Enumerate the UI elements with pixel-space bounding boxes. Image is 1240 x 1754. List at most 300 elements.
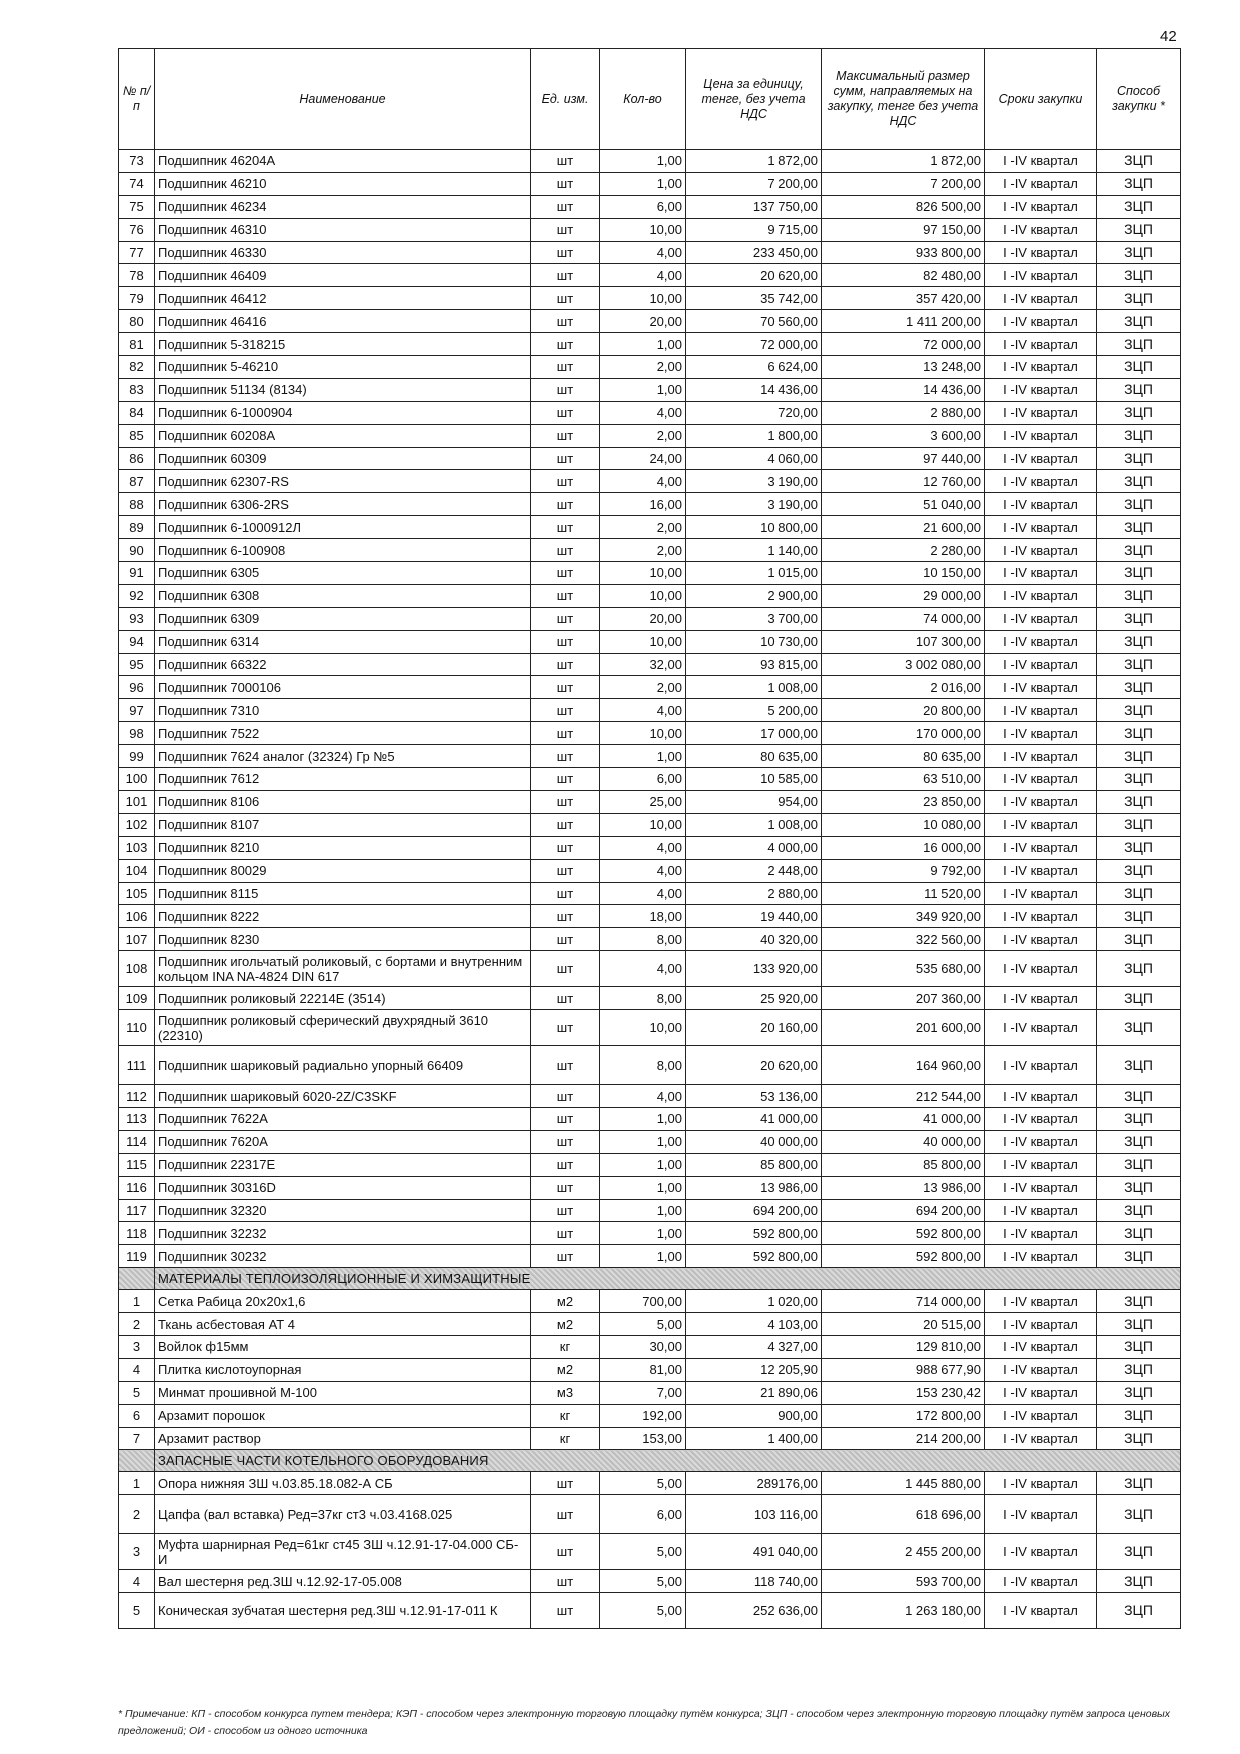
cell-name: Подшипник 6309 [155,607,531,630]
cell-method: ЗЦП [1097,470,1181,493]
cell-price: 592 800,00 [686,1245,822,1268]
cell-unit: шт [531,264,600,287]
cell-qty: 4,00 [600,859,686,882]
table-row [119,1010,1181,1046]
cell-qty: 10,00 [600,584,686,607]
table-row [119,1495,1181,1534]
cell-unit: шт [531,401,600,424]
cell-total: 97 440,00 [822,447,985,470]
cell-method: ЗЦП [1097,768,1181,791]
cell-term: I -IV квартал [985,951,1097,987]
cell-name: Подшипник игольчатый роликовый, с бортами и внутренним кольцом INA NA-4824 DIN 617 [155,951,531,987]
cell-num: 100 [119,768,155,791]
cell-total: 9 792,00 [822,859,985,882]
table-row [119,264,1181,287]
cell-total: 2 455 200,00 [822,1534,985,1570]
table-row [119,1570,1181,1593]
cell-method: ЗЦП [1097,1358,1181,1381]
cell-term: I -IV квартал [985,1570,1097,1593]
cell-unit: шт [531,447,600,470]
cell-term: I -IV квартал [985,401,1097,424]
cell-price: 2 880,00 [686,882,822,905]
cell-total: 74 000,00 [822,607,985,630]
cell-qty: 30,00 [600,1335,686,1358]
cell-unit: шт [531,951,600,987]
cell-unit: шт [531,539,600,562]
cell-total: 535 680,00 [822,951,985,987]
cell-price: 93 815,00 [686,653,822,676]
cell-unit: шт [531,1245,600,1268]
cell-term: I -IV квартал [985,172,1097,195]
table-row [119,813,1181,836]
cell-qty: 1,00 [600,1130,686,1153]
cell-name: Подшипник 7624 аналог (32324) Гр №5 [155,745,531,768]
cell-qty: 2,00 [600,516,686,539]
cell-num: 115 [119,1153,155,1176]
table-row [119,987,1181,1010]
cell-total: 2 880,00 [822,401,985,424]
cell-qty: 10,00 [600,630,686,653]
cell-term: I -IV квартал [985,1245,1097,1268]
cell-unit: шт [531,1534,600,1570]
cell-method: ЗЦП [1097,1222,1181,1245]
cell-price: 10 730,00 [686,630,822,653]
cell-method: ЗЦП [1097,1046,1181,1085]
cell-total: 164 960,00 [822,1046,985,1085]
cell-num: 7 [119,1427,155,1450]
table-row [119,882,1181,905]
cell-term: I -IV квартал [985,836,1097,859]
cell-method: ЗЦП [1097,813,1181,836]
cell-price: 1 020,00 [686,1290,822,1313]
cell-total: 7 200,00 [822,172,985,195]
table-row [119,584,1181,607]
table-row [119,493,1181,516]
cell-qty: 2,00 [600,424,686,447]
cell-name: Подшипник 7000106 [155,676,531,699]
cell-name: Подшипник 8222 [155,905,531,928]
cell-qty: 10,00 [600,722,686,745]
cell-name: Подшипник 6-100908 [155,539,531,562]
cell-name: Подшипник 7620А [155,1130,531,1153]
cell-qty: 2,00 [600,356,686,379]
cell-price: 1 008,00 [686,676,822,699]
table-row [119,378,1181,401]
table-row [119,1381,1181,1404]
cell-num: 76 [119,218,155,241]
cell-term: I -IV квартал [985,1335,1097,1358]
cell-term: I -IV квартал [985,218,1097,241]
cell-num: 88 [119,493,155,516]
table-row [119,1335,1181,1358]
cell-total: 97 150,00 [822,218,985,241]
cell-price: 40 320,00 [686,928,822,951]
cell-unit: шт [531,905,600,928]
cell-total: 29 000,00 [822,584,985,607]
cell-total: 170 000,00 [822,722,985,745]
cell-total: 826 500,00 [822,195,985,218]
cell-unit: шт [531,987,600,1010]
cell-name: Сетка Рабица 20х20х1,6 [155,1290,531,1313]
cell-term: I -IV квартал [985,539,1097,562]
cell-num: 5 [119,1593,155,1629]
cell-qty: 81,00 [600,1358,686,1381]
cell-qty: 4,00 [600,401,686,424]
cell-price: 1 400,00 [686,1427,822,1450]
cell-term: I -IV квартал [985,607,1097,630]
cell-total: 2 280,00 [822,539,985,562]
cell-unit: шт [531,1570,600,1593]
cell-unit: шт [531,150,600,173]
cell-unit: шт [531,699,600,722]
cell-qty: 5,00 [600,1313,686,1336]
cell-num: 74 [119,172,155,195]
cell-term: I -IV квартал [985,630,1097,653]
cell-method: ЗЦП [1097,287,1181,310]
section-spacer [119,1450,155,1472]
cell-qty: 25,00 [600,790,686,813]
cell-unit: м3 [531,1381,600,1404]
table-row [119,1085,1181,1108]
cell-name: Подшипник 7310 [155,699,531,722]
cell-term: I -IV квартал [985,424,1097,447]
cell-unit: шт [531,241,600,264]
cell-total: 172 800,00 [822,1404,985,1427]
cell-num: 4 [119,1570,155,1593]
table-row [119,401,1181,424]
cell-term: I -IV квартал [985,768,1097,791]
cell-method: ЗЦП [1097,699,1181,722]
cell-num: 2 [119,1313,155,1336]
cell-price: 954,00 [686,790,822,813]
cell-unit: м2 [531,1358,600,1381]
footnote: * Примечание: КП - способом конкурса путем тендера; КЭП - способом через электронную торговую площадку путём конкурса; ЗЦП - способом через электронную торговую площадку путём запроса ценовых предложений; ОИ - способом из одного источника [118,1708,1171,1737]
table-row [119,607,1181,630]
cell-qty: 4,00 [600,836,686,859]
cell-num: 85 [119,424,155,447]
cell-term: I -IV квартал [985,1107,1097,1130]
cell-qty: 4,00 [600,264,686,287]
table-row [119,1290,1181,1313]
cell-term: I -IV квартал [985,790,1097,813]
cell-total: 694 200,00 [822,1199,985,1222]
cell-unit: кг [531,1335,600,1358]
cell-qty: 4,00 [600,882,686,905]
cell-method: ЗЦП [1097,401,1181,424]
cell-qty: 192,00 [600,1404,686,1427]
cell-qty: 18,00 [600,905,686,928]
cell-unit: шт [531,1085,600,1108]
table-row [119,310,1181,333]
cell-total: 11 520,00 [822,882,985,905]
cell-unit: шт [531,470,600,493]
cell-term: I -IV квартал [985,447,1097,470]
cell-price: 592 800,00 [686,1222,822,1245]
cell-qty: 10,00 [600,218,686,241]
cell-num: 89 [119,516,155,539]
section-title: МАТЕРИАЛЫ ТЕПЛОИЗОЛЯЦИОННЫЕ И ХИМЗАЩИТНЫЕ [155,1268,1181,1290]
cell-term: I -IV квартал [985,470,1097,493]
table-row [119,928,1181,951]
cell-qty: 2,00 [600,539,686,562]
table-row [119,195,1181,218]
cell-unit: шт [531,836,600,859]
cell-num: 101 [119,790,155,813]
cell-unit: шт [531,1199,600,1222]
table-row [119,1199,1181,1222]
cell-unit: шт [531,1495,600,1534]
cell-total: 714 000,00 [822,1290,985,1313]
cell-method: ЗЦП [1097,1245,1181,1268]
table-row [119,1313,1181,1336]
table-row [119,539,1181,562]
cell-term: I -IV квартал [985,1495,1097,1534]
table-row [119,1222,1181,1245]
cell-price: 13 986,00 [686,1176,822,1199]
cell-num: 95 [119,653,155,676]
cell-total: 14 436,00 [822,378,985,401]
cell-term: I -IV квартал [985,562,1097,585]
cell-total: 16 000,00 [822,836,985,859]
cell-num: 1 [119,1290,155,1313]
cell-qty: 1,00 [600,1222,686,1245]
cell-unit: шт [531,1593,600,1629]
cell-method: ЗЦП [1097,836,1181,859]
cell-unit: шт [531,493,600,516]
cell-num: 97 [119,699,155,722]
table-row [119,859,1181,882]
cell-total: 1 263 180,00 [822,1593,985,1629]
cell-num: 80 [119,310,155,333]
cell-name: Подшипник шариковый 6020-2Z/C3SKF [155,1085,531,1108]
cell-method: ЗЦП [1097,653,1181,676]
cell-name: Арзамит раствор [155,1427,531,1450]
cell-method: ЗЦП [1097,172,1181,195]
table-row [119,1472,1181,1495]
cell-term: I -IV квартал [985,813,1097,836]
cell-price: 20 620,00 [686,264,822,287]
cell-term: I -IV квартал [985,1472,1097,1495]
cell-qty: 1,00 [600,1107,686,1130]
cell-price: 1 872,00 [686,150,822,173]
table-row [119,424,1181,447]
cell-name: Опора нижняя ЗШ ч.03.85.18.082-А СБ [155,1472,531,1495]
cell-price: 2 900,00 [686,584,822,607]
cell-unit: шт [531,745,600,768]
cell-method: ЗЦП [1097,1085,1181,1108]
cell-method: ЗЦП [1097,1313,1181,1336]
cell-num: 77 [119,241,155,264]
cell-method: ЗЦП [1097,1130,1181,1153]
cell-method: ЗЦП [1097,264,1181,287]
cell-name: Цапфа (вал вставка) Ред=37кг ст3 ч.03.4168.025 [155,1495,531,1534]
table-row [119,905,1181,928]
cell-num: 90 [119,539,155,562]
table-row [119,676,1181,699]
cell-method: ЗЦП [1097,1176,1181,1199]
table-row [119,1358,1181,1381]
cell-name: Подшипник 8210 [155,836,531,859]
cell-unit: шт [531,172,600,195]
cell-term: I -IV квартал [985,1404,1097,1427]
cell-term: I -IV квартал [985,287,1097,310]
cell-term: I -IV квартал [985,905,1097,928]
cell-method: ЗЦП [1097,1570,1181,1593]
cell-num: 4 [119,1358,155,1381]
cell-method: ЗЦП [1097,218,1181,241]
cell-term: I -IV квартал [985,356,1097,379]
cell-total: 214 200,00 [822,1427,985,1450]
cell-method: ЗЦП [1097,859,1181,882]
cell-qty: 6,00 [600,195,686,218]
procurement-table [118,48,1181,1629]
cell-method: ЗЦП [1097,722,1181,745]
cell-num: 104 [119,859,155,882]
table-row [119,790,1181,813]
cell-name: Подшипник 8107 [155,813,531,836]
cell-price: 4 000,00 [686,836,822,859]
cell-total: 1 872,00 [822,150,985,173]
cell-unit: шт [531,562,600,585]
cell-num: 3 [119,1534,155,1570]
cell-num: 91 [119,562,155,585]
cell-price: 19 440,00 [686,905,822,928]
cell-term: I -IV квартал [985,1010,1097,1046]
cell-name: Подшипник 6306-2RS [155,493,531,516]
cell-unit: шт [531,722,600,745]
table-row [119,562,1181,585]
cell-term: I -IV квартал [985,1085,1097,1108]
cell-term: I -IV квартал [985,1199,1097,1222]
cell-term: I -IV квартал [985,1153,1097,1176]
cell-unit: шт [531,218,600,241]
cell-name: Подшипник роликовый сферический двухрядный 3610 (22310) [155,1010,531,1046]
cell-name: Подшипник 62307-RS [155,470,531,493]
cell-term: I -IV квартал [985,987,1097,1010]
cell-total: 63 510,00 [822,768,985,791]
cell-qty: 1,00 [600,745,686,768]
table-row [119,470,1181,493]
cell-term: I -IV квартал [985,928,1097,951]
cell-price: 85 800,00 [686,1153,822,1176]
cell-num: 78 [119,264,155,287]
cell-qty: 6,00 [600,1495,686,1534]
cell-num: 93 [119,607,155,630]
cell-unit: шт [531,516,600,539]
cell-qty: 4,00 [600,699,686,722]
cell-method: ЗЦП [1097,1107,1181,1130]
cell-qty: 4,00 [600,951,686,987]
cell-name: Подшипник 6308 [155,584,531,607]
cell-qty: 5,00 [600,1593,686,1629]
cell-total: 618 696,00 [822,1495,985,1534]
cell-name: Подшипник 46409 [155,264,531,287]
cell-method: ЗЦП [1097,447,1181,470]
cell-total: 2 016,00 [822,676,985,699]
cell-unit: шт [531,813,600,836]
table-row [119,630,1181,653]
cell-method: ЗЦП [1097,1593,1181,1629]
cell-price: 3 190,00 [686,493,822,516]
cell-unit: шт [531,195,600,218]
cell-num: 106 [119,905,155,928]
cell-method: ЗЦП [1097,584,1181,607]
cell-total: 1 445 880,00 [822,1472,985,1495]
cell-num: 5 [119,1381,155,1404]
cell-method: ЗЦП [1097,195,1181,218]
cell-price: 35 742,00 [686,287,822,310]
cell-total: 20 800,00 [822,699,985,722]
cell-qty: 1,00 [600,378,686,401]
cell-name: Подшипник 7622А [155,1107,531,1130]
cell-unit: шт [531,356,600,379]
cell-price: 10 585,00 [686,768,822,791]
cell-price: 1 140,00 [686,539,822,562]
cell-method: ЗЦП [1097,1335,1181,1358]
cell-term: I -IV квартал [985,584,1097,607]
cell-total: 153 230,42 [822,1381,985,1404]
cell-method: ЗЦП [1097,1290,1181,1313]
cell-qty: 8,00 [600,928,686,951]
cell-term: I -IV квартал [985,1534,1097,1570]
cell-total: 13 986,00 [822,1176,985,1199]
cell-unit: шт [531,1107,600,1130]
cell-total: 82 480,00 [822,264,985,287]
cell-method: ЗЦП [1097,1381,1181,1404]
cell-method: ЗЦП [1097,516,1181,539]
cell-unit: шт [531,424,600,447]
cell-num: 75 [119,195,155,218]
cell-total: 349 920,00 [822,905,985,928]
cell-name: Подшипник 7612 [155,768,531,791]
cell-num: 82 [119,356,155,379]
cell-qty: 8,00 [600,1046,686,1085]
cell-unit: шт [531,287,600,310]
cell-term: I -IV квартал [985,333,1097,356]
cell-price: 133 920,00 [686,951,822,987]
cell-total: 212 544,00 [822,1085,985,1108]
table-row [119,287,1181,310]
cell-price: 4 327,00 [686,1335,822,1358]
section-spacer [119,1268,155,1290]
cell-unit: шт [531,882,600,905]
cell-term: I -IV квартал [985,264,1097,287]
cell-name: Подшипник 46234 [155,195,531,218]
cell-method: ЗЦП [1097,905,1181,928]
cell-method: ЗЦП [1097,310,1181,333]
page-number: 42 [1160,28,1177,45]
cell-total: 107 300,00 [822,630,985,653]
cell-num: 96 [119,676,155,699]
cell-name: Ткань асбестовая АТ 4 [155,1313,531,1336]
cell-total: 10 080,00 [822,813,985,836]
table-row [119,1046,1181,1085]
cell-unit: м2 [531,1290,600,1313]
cell-num: 6 [119,1404,155,1427]
cell-name: Подшипник 51134 (8134) [155,378,531,401]
cell-name: Подшипник 8106 [155,790,531,813]
cell-total: 51 040,00 [822,493,985,516]
cell-total: 933 800,00 [822,241,985,264]
cell-qty: 4,00 [600,241,686,264]
cell-method: ЗЦП [1097,1153,1181,1176]
cell-total: 3 600,00 [822,424,985,447]
cell-method: ЗЦП [1097,424,1181,447]
cell-name: Подшипник 32320 [155,1199,531,1222]
cell-method: ЗЦП [1097,1199,1181,1222]
cell-qty: 10,00 [600,813,686,836]
cell-name: Подшипник 66322 [155,653,531,676]
